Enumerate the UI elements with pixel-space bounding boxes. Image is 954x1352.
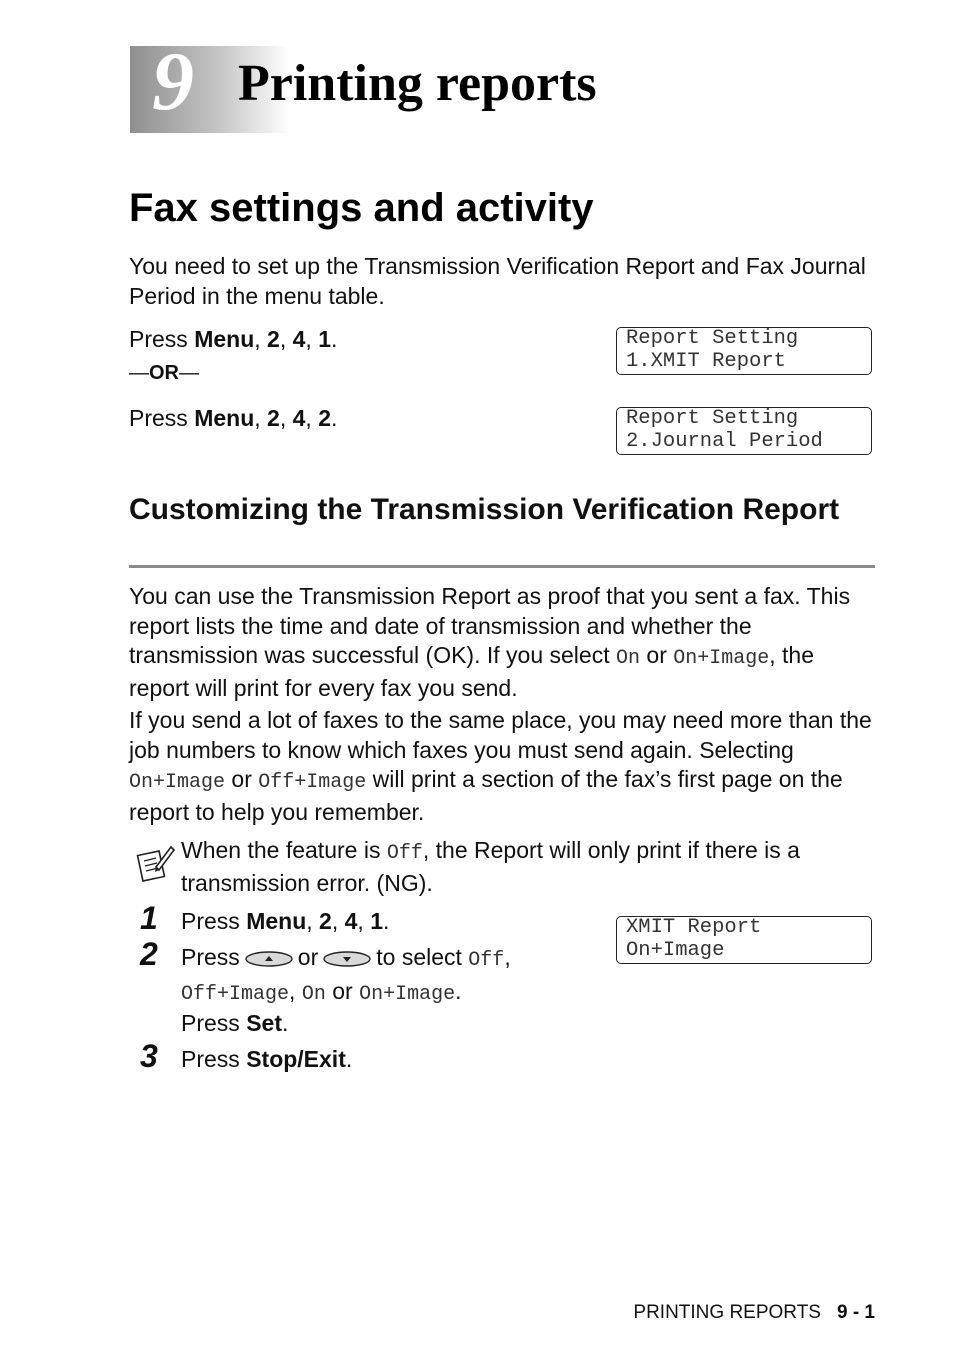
lcd-display-xmit-report: XMIT Report On+Image <box>616 916 872 964</box>
subsection-rule <box>129 565 875 568</box>
step-2-press-set: Press Set. <box>181 1010 289 1036</box>
step-3-text: Press Stop/Exit. <box>181 1046 353 1072</box>
step-2-text: Press or to select Off, Off+Image, On or On+Image. <box>181 944 511 1006</box>
up-arrow-button-icon <box>244 950 294 968</box>
chapter-number: 9 <box>152 35 194 128</box>
paragraph-transmission-report: You can use the Transmission Report as proof that you sent a fax. This report lists the time and date of transmission and whether the transmission was successful (OK). If you select On or On+Image, the report will print for every fax you send. <box>129 583 851 701</box>
note-pencil-icon <box>136 843 176 883</box>
step-number-1: 1 <box>140 900 158 936</box>
step-number-2: 2 <box>140 936 158 972</box>
paragraph-many-faxes: If you send a lot of faxes to the same place, you may need more than the job numbers to know which faxes you must send again. Selecting On+Image or Off+Image will print a section of the fax’s first page on the report to help you remember. <box>129 707 872 825</box>
menu-sequence-2: Press Menu, 2, 4, 2. <box>129 405 338 431</box>
lcd-display-report-setting-1: Report Setting 1.XMIT Report <box>616 327 872 375</box>
chapter-title: Printing reports <box>238 55 597 112</box>
note-text: When the feature is Off, the Report will only print if there is a transmission error. (NG). <box>181 837 800 896</box>
subsection-title: Customizing the Transmission Verification Report <box>129 493 840 526</box>
down-arrow-button-icon <box>322 950 372 968</box>
lcd-display-report-setting-2: Report Setting 2.Journal Period <box>616 407 872 455</box>
page-footer <box>633 1302 875 1324</box>
step-number-3: 3 <box>140 1038 158 1074</box>
page-number: 9 - 1 <box>836 1302 875 1323</box>
footer-section: PRINTING REPORTS <box>633 1302 821 1323</box>
step-1-text: Press Menu, 2, 4, 1. <box>181 908 390 934</box>
menu-sequence-1: Press Menu, 2, 4, 1. <box>129 326 338 352</box>
section-title: Fax settings and activity <box>129 186 594 230</box>
or-separator: —OR— <box>129 362 199 384</box>
intro-paragraph: You need to set up the Transmission Verification Report and Fax Journal Period in the menu table. <box>129 253 866 309</box>
